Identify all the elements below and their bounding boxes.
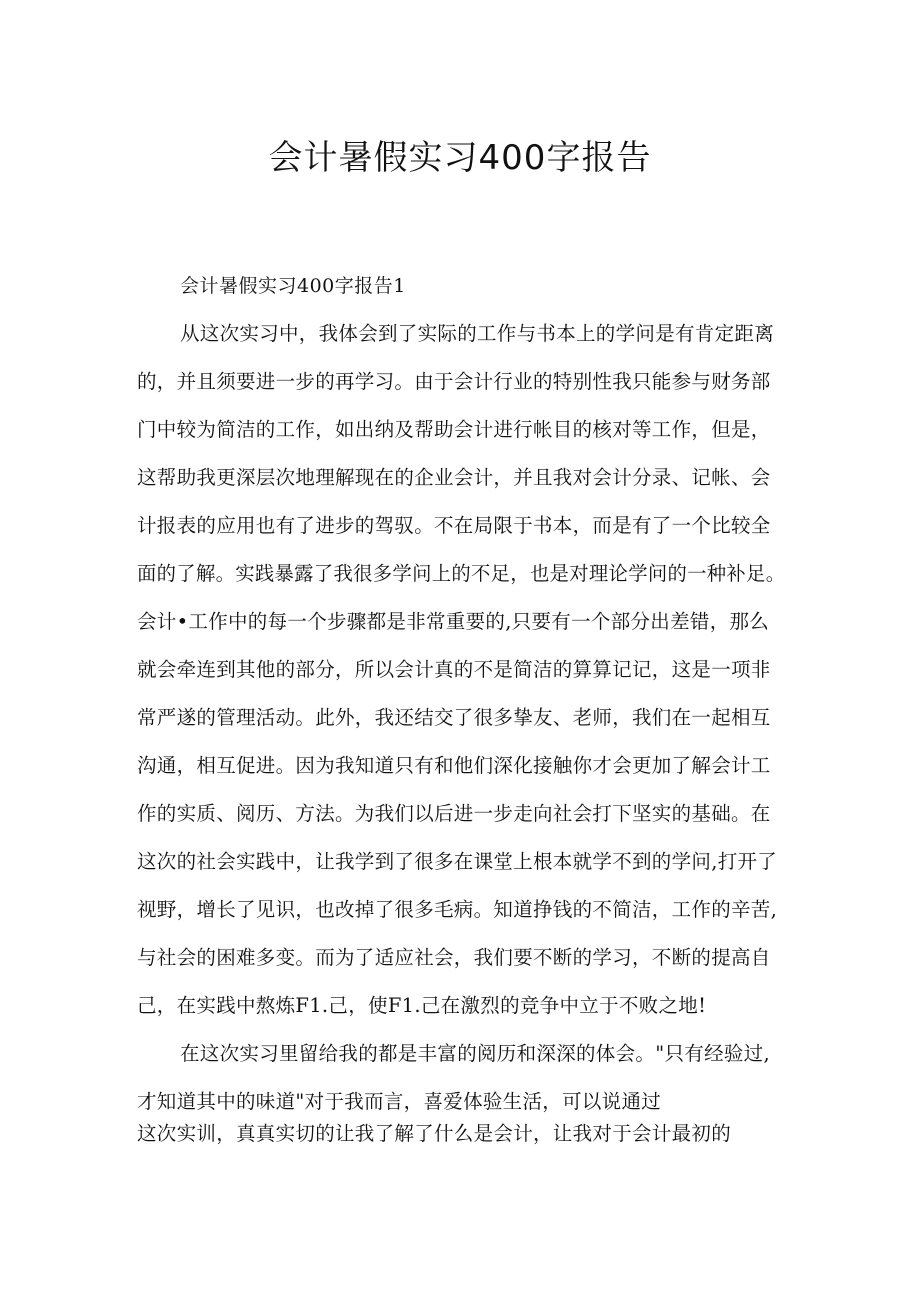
paragraph-line: 这帮助我更深层次地理解现在的企业会计，并且我对会计分录、记帐、会 (137, 466, 771, 489)
paragraph-line: 从这次实习中，我体会到了实际的工作与书本上的学问是有肯定距离 (180, 322, 775, 345)
paragraph-line: 会计•工作中的每一个步骤都是非常重要的,只要有一个部分出差错，那么 (137, 610, 770, 633)
paragraph-line: 常严遂的管理活动。此外，我还结交了很多挚友、老师，我们在一起相互 (137, 706, 771, 729)
paragraph-line: 在这次实习里留给我的都是丰富的阅历和深深的体会。"只有经验过, (180, 1042, 770, 1065)
paragraph-line: 这次的社会实践中，让我学到了很多在课堂上根本就学不到的学问,打开了 (137, 850, 778, 873)
paragraph-line: 才知道其中的味道"对于我而言，喜爱体验生活，可以说通过 (137, 1090, 662, 1113)
paragraph-line: 计报表的应用也有了进步的驾驭。不在局限于书本，而是有了一个比较全 (137, 514, 771, 537)
paragraph-line: 沟通，相互促进。因为我知道只有和他们深化接触你才会更加了解会计工 (137, 754, 771, 777)
document-title: 会计暑假实习400字报告 (268, 138, 652, 178)
paragraph-line: 门中较为简洁的工作，如出纳及帮助会计进行帐目的核对等工作，但是， (137, 418, 771, 441)
section-heading: 会计暑假实习400字报告1 (180, 275, 406, 297)
paragraph-line: 面的了解。实践暴露了我很多学问上的不足，也是对理论学问的一种补足。 (137, 562, 786, 585)
paragraph-line: 视野，增长了见识，也改掉了很多毛病。知道挣钱的不简洁，工作的辛苦, (137, 898, 778, 921)
paragraph-line: 与社会的困难多变。而为了适应社会，我们要不断的学习，不断的提高自 (137, 946, 771, 969)
paragraph-line: 这次实训，真真实切的让我了解了什么是会计，让我对于会计最初的 (137, 1122, 732, 1145)
paragraph-line: 就会牵连到其他的部分，所以会计真的不是简洁的算算记记，这是一项非 (137, 658, 771, 681)
paragraph-line: 作的实质、阅历、方法。为我们以后进一步走向社会打下坚实的基础。在 (137, 802, 771, 825)
paragraph-line: 己，在实践中熬炼F1.己，使F1.己在激烈的竞争中立于不败之地! (137, 994, 707, 1017)
paragraph-line: 的，并且须要进一步的再学习。由于会计行业的特别性我只能参与财务部 (137, 370, 771, 393)
